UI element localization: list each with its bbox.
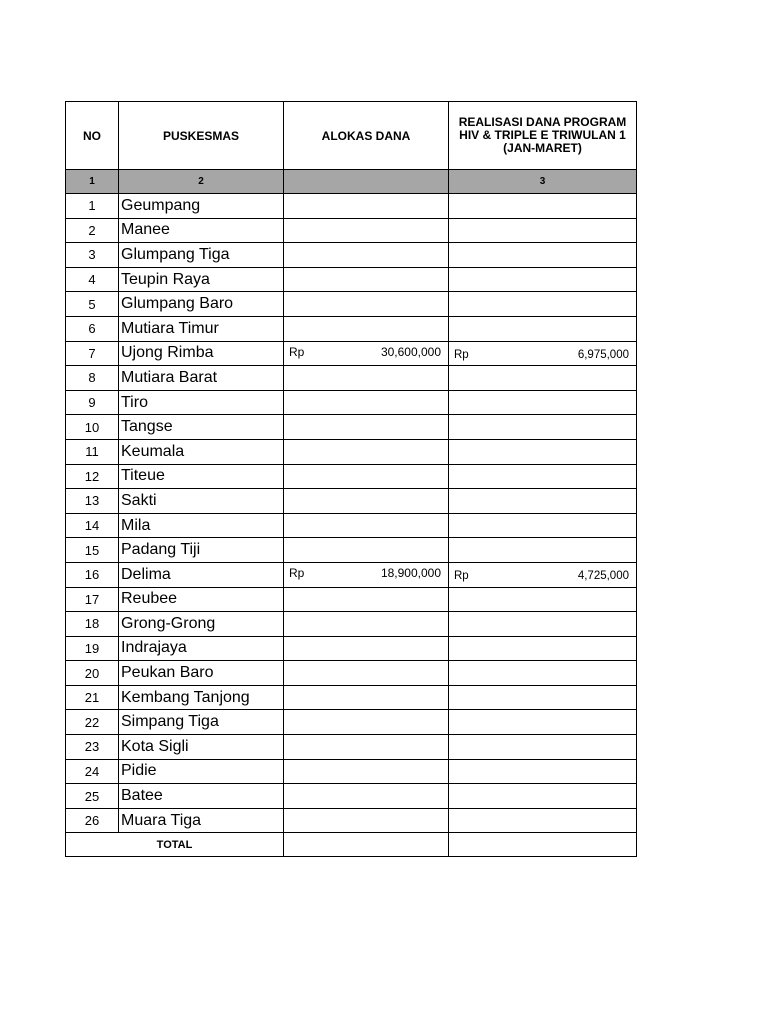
alokas-dana-cell bbox=[284, 710, 449, 735]
row-number: 18 bbox=[66, 612, 119, 637]
row-number: 10 bbox=[66, 415, 119, 440]
puskesmas-name: Pidie bbox=[119, 759, 284, 784]
table-row bbox=[66, 513, 637, 538]
row-number: 23 bbox=[66, 735, 119, 760]
alokas-dana-cell bbox=[284, 587, 449, 612]
row-number: 7 bbox=[66, 341, 119, 366]
table-row bbox=[66, 267, 637, 292]
alokas-amount: 18,900,000 bbox=[380, 565, 441, 580]
realisasi-dana-cell bbox=[449, 243, 637, 268]
table-row bbox=[66, 366, 637, 391]
puskesmas-name: Batee bbox=[119, 784, 284, 809]
alokas-dana-cell bbox=[284, 661, 449, 686]
realisasi-dana-cell bbox=[449, 267, 637, 292]
puskesmas-name: Keumala bbox=[119, 439, 284, 464]
table-row bbox=[66, 661, 637, 686]
realisasi-dana-cell bbox=[449, 562, 637, 587]
currency-label: Rp bbox=[454, 348, 469, 361]
total-realisasi-cell bbox=[449, 833, 637, 857]
header-puskesmas: PUSKESMAS bbox=[119, 102, 284, 170]
puskesmas-name: Sakti bbox=[119, 489, 284, 514]
table-row bbox=[66, 538, 637, 563]
alokas-dana-cell bbox=[284, 735, 449, 760]
puskesmas-name: Manee bbox=[119, 218, 284, 243]
realisasi-dana-cell bbox=[449, 710, 637, 735]
row-number: 20 bbox=[66, 661, 119, 686]
realisasi-dana-cell bbox=[449, 316, 637, 341]
column-number-3: 3 bbox=[449, 170, 637, 194]
puskesmas-name: Titeue bbox=[119, 464, 284, 489]
row-number: 15 bbox=[66, 538, 119, 563]
puskesmas-name: Indrajaya bbox=[119, 636, 284, 661]
row-number: 24 bbox=[66, 759, 119, 784]
puskesmas-name: Kota Sigli bbox=[119, 735, 284, 760]
table-row bbox=[66, 341, 637, 366]
realisasi-dana-cell bbox=[449, 538, 637, 563]
puskesmas-name: Simpang Tiga bbox=[119, 710, 284, 735]
realisasi-dana-cell bbox=[449, 685, 637, 710]
row-number: 5 bbox=[66, 292, 119, 317]
puskesmas-name: Tangse bbox=[119, 415, 284, 440]
puskesmas-name: Mutiara Barat bbox=[119, 366, 284, 391]
table-body bbox=[66, 194, 637, 833]
realisasi-dana-cell bbox=[449, 194, 637, 219]
realisasi-dana-cell bbox=[449, 612, 637, 637]
column-number-row bbox=[66, 170, 637, 194]
currency-label: Rp bbox=[289, 565, 305, 580]
total-alokas-cell bbox=[284, 833, 449, 857]
table-row bbox=[66, 685, 637, 710]
realisasi-dana-cell bbox=[449, 735, 637, 760]
table-row bbox=[66, 710, 637, 735]
table-row bbox=[66, 194, 637, 219]
puskesmas-name: Muara Tiga bbox=[119, 808, 284, 833]
row-number: 11 bbox=[66, 439, 119, 464]
table-row bbox=[66, 464, 637, 489]
table-row bbox=[66, 292, 637, 317]
alokas-dana-cell bbox=[284, 562, 449, 587]
alokas-dana-cell bbox=[284, 489, 449, 514]
puskesmas-name: Padang Tiji bbox=[119, 538, 284, 563]
table-row bbox=[66, 612, 637, 637]
row-number: 19 bbox=[66, 636, 119, 661]
realisasi-amount: 4,725,000 bbox=[577, 569, 629, 582]
puskesmas-name: Ujong Rimba bbox=[119, 341, 284, 366]
row-number: 12 bbox=[66, 464, 119, 489]
puskesmas-name: Mila bbox=[119, 513, 284, 538]
table-row bbox=[66, 489, 637, 514]
table-row bbox=[66, 784, 637, 809]
column-number-1: 1 bbox=[66, 170, 119, 194]
puskesmas-name: Kembang Tanjong bbox=[119, 685, 284, 710]
realisasi-dana-cell bbox=[449, 464, 637, 489]
row-number: 8 bbox=[66, 366, 119, 391]
total-label: TOTAL bbox=[66, 833, 284, 857]
header-row bbox=[66, 102, 637, 170]
table-row bbox=[66, 562, 637, 587]
puskesmas-name: Geumpang bbox=[119, 194, 284, 219]
table-row bbox=[66, 439, 637, 464]
table-row bbox=[66, 390, 637, 415]
realisasi-dana-cell bbox=[449, 587, 637, 612]
table-row bbox=[66, 415, 637, 440]
header-realisasi-dana: REALISASI DANA PROGRAM HIV & TRIPLE E TRIWULAN 1 (JAN-MARET) bbox=[449, 102, 637, 170]
realisasi-dana-cell bbox=[449, 759, 637, 784]
row-number: 1 bbox=[66, 194, 119, 219]
realisasi-dana-cell bbox=[449, 513, 637, 538]
puskesmas-name: Reubee bbox=[119, 587, 284, 612]
realisasi-dana-table bbox=[65, 101, 637, 857]
alokas-dana-cell bbox=[284, 194, 449, 219]
realisasi-dana-cell bbox=[449, 439, 637, 464]
table-row bbox=[66, 735, 637, 760]
currency-label: Rp bbox=[454, 569, 469, 582]
row-number: 14 bbox=[66, 513, 119, 538]
column-number-blank bbox=[284, 170, 449, 194]
alokas-dana-cell bbox=[284, 243, 449, 268]
alokas-dana-cell bbox=[284, 366, 449, 391]
currency-label: Rp bbox=[289, 344, 305, 359]
alokas-dana-cell bbox=[284, 538, 449, 563]
realisasi-dana-cell bbox=[449, 218, 637, 243]
row-number: 6 bbox=[66, 316, 119, 341]
header-no: NO bbox=[66, 102, 119, 170]
table-row bbox=[66, 316, 637, 341]
row-number: 2 bbox=[66, 218, 119, 243]
alokas-dana-cell bbox=[284, 218, 449, 243]
total-row bbox=[66, 833, 637, 857]
puskesmas-name: Mutiara Timur bbox=[119, 316, 284, 341]
alokas-dana-cell bbox=[284, 464, 449, 489]
row-number: 21 bbox=[66, 685, 119, 710]
row-number: 4 bbox=[66, 267, 119, 292]
puskesmas-name: Grong-Grong bbox=[119, 612, 284, 637]
alokas-dana-cell bbox=[284, 316, 449, 341]
alokas-dana-cell bbox=[284, 636, 449, 661]
alokas-dana-cell bbox=[284, 513, 449, 538]
puskesmas-name: Peukan Baro bbox=[119, 661, 284, 686]
table-row bbox=[66, 587, 637, 612]
row-number: 16 bbox=[66, 562, 119, 587]
table-row bbox=[66, 808, 637, 833]
puskesmas-name: Glumpang Baro bbox=[119, 292, 284, 317]
alokas-dana-cell bbox=[284, 292, 449, 317]
realisasi-dana-cell bbox=[449, 784, 637, 809]
table-row bbox=[66, 636, 637, 661]
realisasi-dana-cell bbox=[449, 489, 637, 514]
row-number: 17 bbox=[66, 587, 119, 612]
puskesmas-name: Glumpang Tiga bbox=[119, 243, 284, 268]
alokas-dana-cell bbox=[284, 784, 449, 809]
alokas-dana-cell bbox=[284, 390, 449, 415]
realisasi-dana-cell bbox=[449, 808, 637, 833]
table-row bbox=[66, 218, 637, 243]
row-number: 22 bbox=[66, 710, 119, 735]
row-number: 9 bbox=[66, 390, 119, 415]
puskesmas-name: Delima bbox=[119, 562, 284, 587]
alokas-amount: 30,600,000 bbox=[380, 344, 441, 359]
realisasi-dana-cell bbox=[449, 292, 637, 317]
alokas-dana-cell bbox=[284, 439, 449, 464]
realisasi-dana-cell bbox=[449, 366, 637, 391]
realisasi-dana-cell bbox=[449, 636, 637, 661]
table-row bbox=[66, 243, 637, 268]
puskesmas-name: Teupin Raya bbox=[119, 267, 284, 292]
alokas-dana-cell bbox=[284, 415, 449, 440]
alokas-dana-cell bbox=[284, 341, 449, 366]
realisasi-dana-cell bbox=[449, 390, 637, 415]
realisasi-dana-cell bbox=[449, 341, 637, 366]
alokas-dana-cell bbox=[284, 759, 449, 784]
realisasi-amount: 6,975,000 bbox=[577, 348, 629, 361]
alokas-dana-cell bbox=[284, 612, 449, 637]
header-alokas-dana: ALOKAS DANA bbox=[284, 102, 449, 170]
realisasi-dana-cell bbox=[449, 661, 637, 686]
row-number: 25 bbox=[66, 784, 119, 809]
alokas-dana-cell bbox=[284, 808, 449, 833]
puskesmas-name: Tiro bbox=[119, 390, 284, 415]
realisasi-dana-cell bbox=[449, 415, 637, 440]
row-number: 13 bbox=[66, 489, 119, 514]
row-number: 3 bbox=[66, 243, 119, 268]
table-row bbox=[66, 759, 637, 784]
alokas-dana-cell bbox=[284, 685, 449, 710]
row-number: 26 bbox=[66, 808, 119, 833]
alokas-dana-cell bbox=[284, 267, 449, 292]
column-number-2: 2 bbox=[119, 170, 284, 194]
